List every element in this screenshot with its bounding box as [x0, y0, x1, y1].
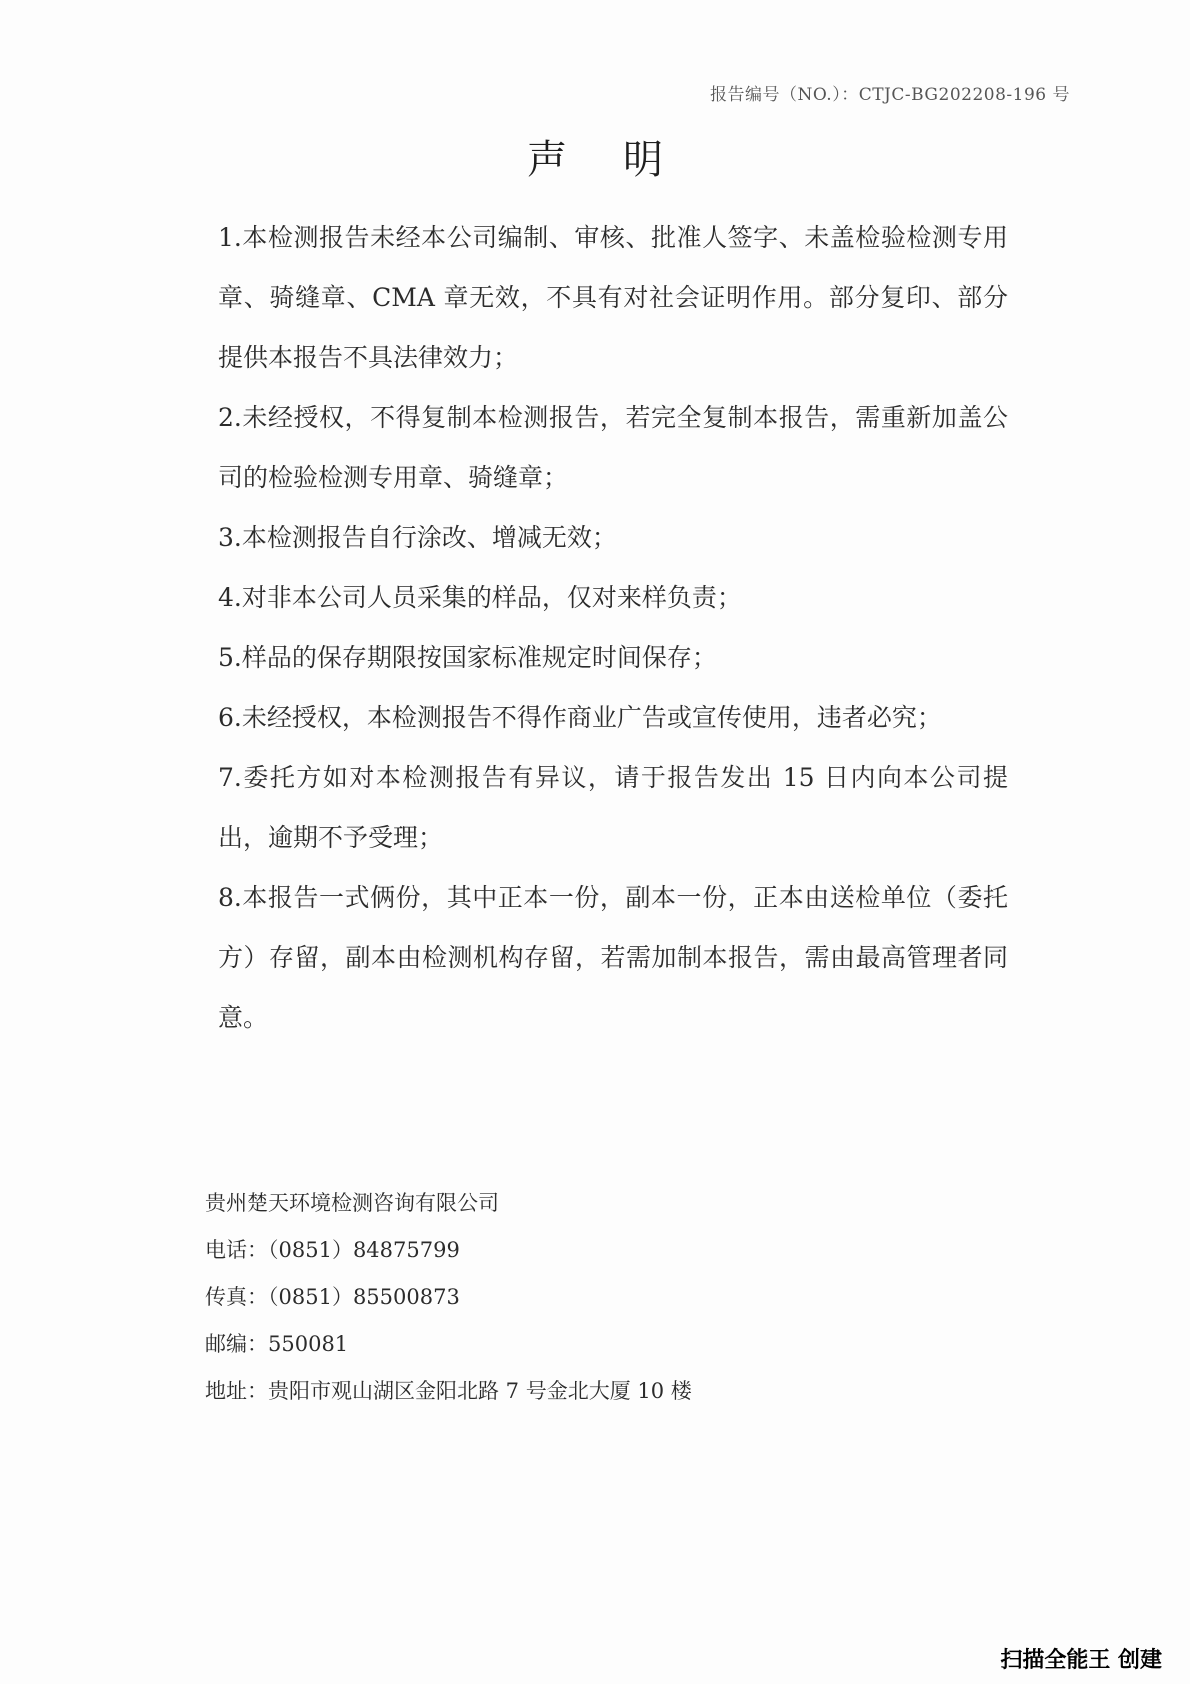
address: 地址：贵阳市观山湖区金阳北路 7 号金北大厦 10 楼	[205, 1379, 692, 1403]
statement-item: 6.未经授权，本检测报告不得作商业广告或宣传使用，违者必究；	[218, 703, 942, 732]
statement-item: 8.本报告一式俩份，其中正本一份，副本一份，正本由送检单位（委托方）存留，副本由检测机构存留，若需加制本报告，需由最高管理者同意。	[218, 883, 1008, 1032]
scanner-watermark: 扫描全能王 创建	[1000, 1648, 1162, 1673]
postcode: 邮编：550081	[205, 1332, 349, 1356]
fax-number: 传真：（0851）85500873	[205, 1285, 460, 1309]
phone-number: 电话：（0851）84875799	[205, 1238, 460, 1262]
statement-list	[218, 208, 1008, 1048]
page-title: 声明	[527, 137, 719, 183]
contact-block	[205, 1180, 905, 1415]
statement-item: 1.本检测报告未经本公司编制、审核、批准人签字、未盖检验检测专用章、骑缝章、CMA 章无效，不具有对社会证明作用。部分复印、部分提供本报告不具法律效力；	[218, 223, 1008, 372]
statement-item: 5.样品的保存期限按国家标准规定时间保存；	[218, 643, 717, 672]
statement-item: 2.未经授权，不得复制本检测报告，若完全复制本报告，需重新加盖公司的检验检测专用章、骑缝章；	[218, 403, 1008, 492]
statement-item: 4.对非本公司人员采集的样品，仅对来样负责；	[218, 583, 742, 612]
statement-item: 7.委托方如对本检测报告有异议，请于报告发出 15 日内向本公司提出，逾期不予受理；	[218, 763, 1008, 852]
report-number: 报告编号（NO.）：CTJC-BG202208-196 号	[709, 85, 1070, 105]
statement-item: 3.本检测报告自行涂改、增减无效；	[218, 523, 617, 552]
company-name: 贵州楚天环境检测咨询有限公司	[205, 1191, 499, 1215]
